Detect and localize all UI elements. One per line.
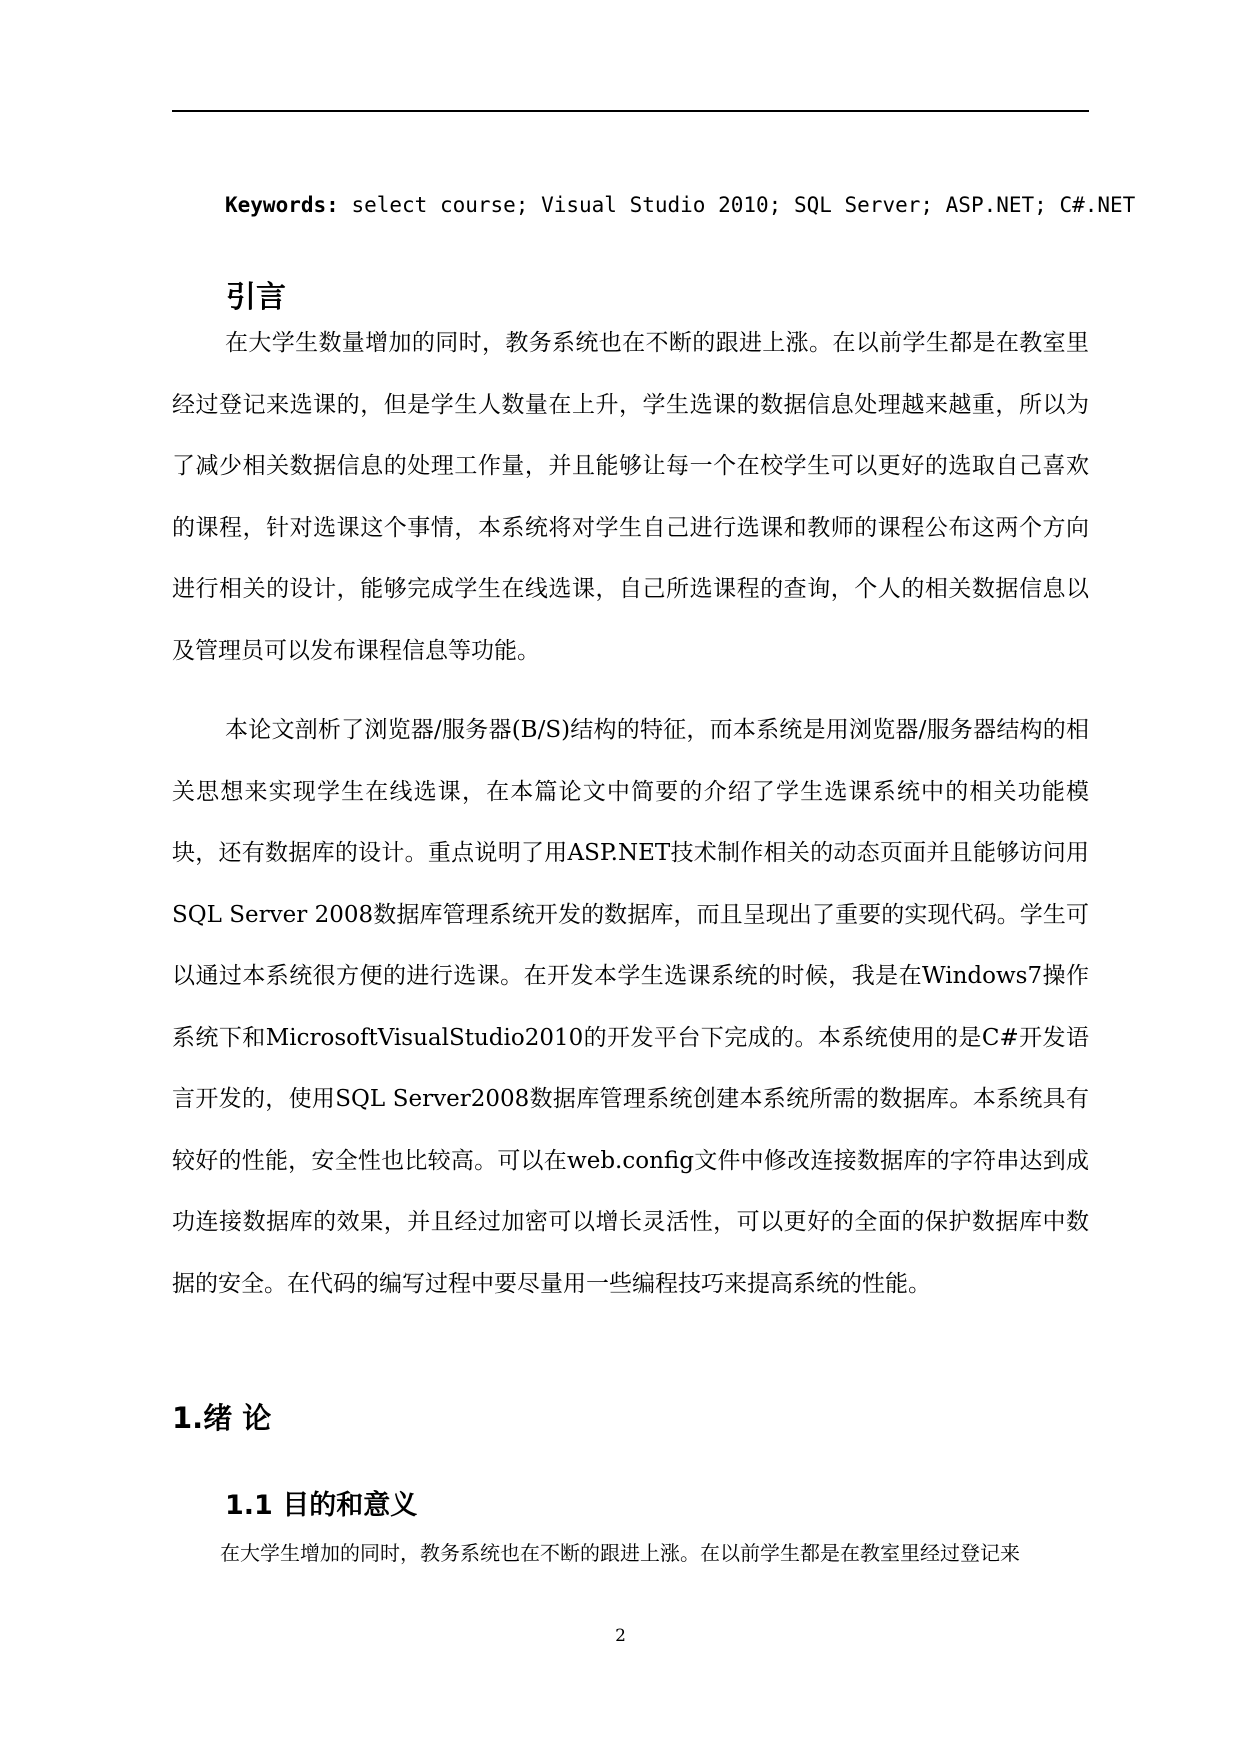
intro-paragraph-2: 本论文剖析了浏览器/服务器(B/S)结构的特征，而本系统是用浏览器/服务器结构的相关思想来实现学生在线选课，在本篇论文中简要的介绍了学生选课系统中的相关功能模块，还有数据库的设计。重点说明了用ASP.NET技术制作相关的动态页面并且能够访问用SQL Server 2008数据库管理系统开发的数据库，而且呈现出了重要的实现代码。学生可以通过本系统很方便的进行选课。在开发本学生选课系统的时候，我是在Windows7操作系统下和MicrosoftVisualStudio2010的开发平台下完成的。本系统使用的是C#开发语言开发的，使用SQL Server2008数据库管理系统创建本系统所需的数据库。本系统具有较好的性能，安全性也比较高。可以在web.config文件中修改连接数据库的字符串达到成功连接数据库的效果，并且经过加密可以增长灵活性，可以更好的全面的保护数据库中数据的安全。在代码的编写过程中要尽量用一些编程技巧来提高系统的性能。 <box>172 717 1089 1297</box>
section-1-1-heading: 1.1 目的和意义 <box>225 1490 418 1521</box>
section-1-1-paragraph: 在大学生增加的同时，教务系统也在不断的跟进上涨。在以前学生都是在教室里经过登记来 <box>220 1541 1020 1565</box>
keywords-text: select course; Visual Studio 2010; SQL Server; ASP.NET; C#.NET <box>338 193 1136 217</box>
keywords-line <box>225 193 1135 217</box>
header-rule <box>172 110 1089 112</box>
intro-paragraph-1: 在大学生数量增加的同时，教务系统也在不断的跟进上涨。在以前学生都是在教室里经过登记来选课的，但是学生人数量在上升，学生选课的数据信息处理越来越重，所以为了减少相关数据信息的处理工作量，并且能够让每一个在校学生可以更好的选取自己喜欢的课程，针对选课这个事情，本系统将对学生自己进行选课和教师的课程公布这两个方向进行相关的设计，能够完成学生在线选课，自己所选课程的查询，个人的相关数据信息以及管理员可以发布课程信息等功能。 <box>172 330 1089 664</box>
page-number: 2 <box>615 1626 626 1646</box>
chapter-1-heading: 1.绪 论 <box>172 1401 272 1435</box>
intro-heading: 引言 <box>226 280 286 315</box>
keywords-label: Keywords: <box>225 193 339 217</box>
